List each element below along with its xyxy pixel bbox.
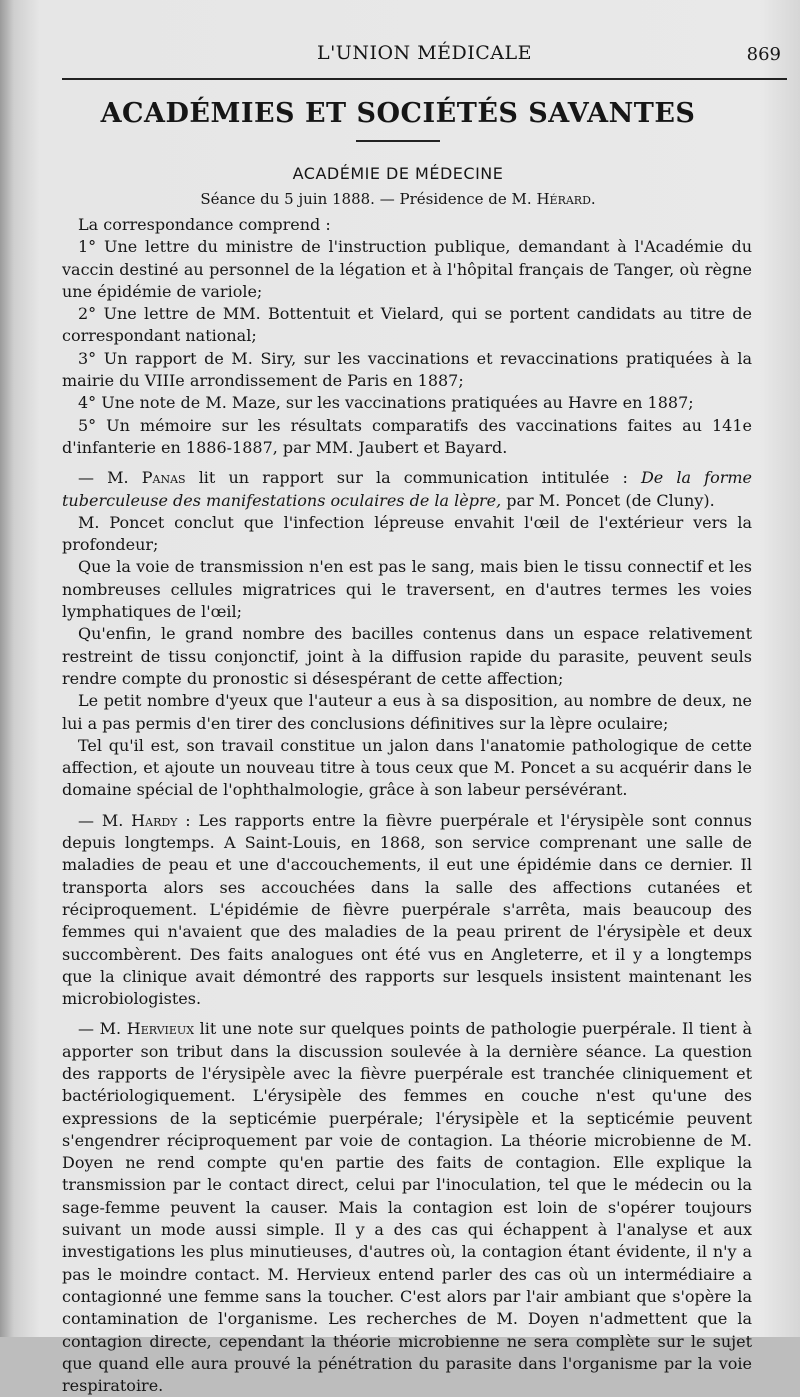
- paragraph-bacilles: Qu'enfin, le grand nombre des bacilles contenus dans un espace relativement restreint de tissu conjonctif, joint à la diffusion rapide du parasite, peuvent seuls rendre compte du pronostic si désespérant de cette affection;: [62, 624, 752, 688]
- page-number: 869: [746, 44, 781, 65]
- paragraph-poncet-conclusion: M. Poncet conclut que l'infection lépreuse envahit l'œil de l'extérieur vers la profondeur;: [62, 512, 752, 555]
- journal-title: L'UNION MÉDICALE: [316, 42, 533, 64]
- hervieux-lead: — M.: [78, 1019, 127, 1039]
- paragraph-transmission: Que la voie de transmission n'en est pas le sang, mais bien le tissu connectif et les nombreuses cellules migratrices qui le traversent, en d'autres termes les voies lymphatiques de l'œil;: [62, 557, 752, 622]
- paragraph-hardy: [62, 810, 752, 1011]
- session-text: Séance du 5 juin 1888. — Présidence de M.: [200, 190, 537, 208]
- hervieux-text: lit une note sur quelques points de pathologie puerpérale. Il tient à apporter son tribut dans la discussion soulevée à la dernière séance. La question des rapports de l'érysipèle avec la fièvre puerpérale est tranchée cliniquement et bactériologiquement. L'érysipèle des femmes en couche n'est qu'une des expressions de la septicémie puerpérale; l'érysipèle et la septicémie peuvent s'engendrer réciproquement par voie de contagion. La théorie microbienne de M. Doyen ne rend compte qu'en partie des faits de contagion. Elle explique la transmission par le contact direct, celui par l'inoculation, tel que le médecin ou la sage-femme peuvent la causer. Mais la contagion est loin de s'opérer toujours suivant un mode aussi simple. Il y a des cas qui échappent à l'analyse et aux investigations les plus minutieuses, d'autres où, la contagion étant évidente, il n'y a pas le moindre contact. M. Hervieux entend parler des cas où un intermédiaire a contagionné une femme sans la toucher. C'est alors par l'air ambiant que s'opère la contamination de l'organisme. Les recherches de M. Doyen n'admettent que la contagion directe, cependant la théorie microbienne ne sera complète sur le sujet que quand elle aura prouvé la pénétration du parasite dans l'organisme par la voie respiratoire.: [62, 1019, 753, 1396]
- paragraph-item-3: 3° Un rapport de M. Siry, sur les vaccinations et revaccinations pratiquées à la mairie du VIIIe arrondissement de Paris en 1887;: [62, 348, 752, 391]
- session-line: [62, 190, 734, 208]
- subsection-title: ACADÉMIE DE MÉDECINE: [292, 164, 504, 183]
- running-head: [62, 38, 787, 80]
- hardy-text: : Les rapports entre la fièvre puerpérale et l'érysipèle sont connus depuis longtemps. A Saint-Louis, en 1868, son service comprenant une salle de maladies de peau et une d'accouchements, il eut une épidémie dans ce dernier. Il transporta alors ses accouchées dans la salle des affections cutanées et réciproquement. L'épidémie de fièvre puerpérale s'arrêta, mais beaucoup des femmes qui n'avaient que des maladies de la peau prirent de l'érysipèle et deux succombèrent. Des faits analogues ont été vus en Angleterre, et il y a longtemps que la clinique avait démontré des rapports sur lesquels insistent maintenant les microbiologistes.: [62, 810, 752, 1009]
- paragraph-item-1: 1° Une lettre du ministre de l'instruction publique, demandant à l'Académie du vaccin destiné au personnel de la légation et à l'hôpital français de Tanger, où règne une épidémie de variole;: [62, 237, 752, 301]
- panas-lead: — M.: [78, 468, 142, 488]
- paragraph-correspondence: La correspondance comprend :: [78, 215, 331, 234]
- panas-tail: par M. Poncet (de Cluny).: [501, 490, 715, 510]
- president-name: Hérard.: [536, 190, 596, 208]
- hardy-name: Hardy: [131, 810, 178, 830]
- paragraph-panas: [62, 467, 752, 512]
- hervieux-name: Hervieux: [126, 1019, 195, 1039]
- panas-communication-title: De la forme tuberculeuse des manifestations oculaires de la lèpre,: [62, 468, 753, 510]
- paragraph-item-4: 4° Une note de M. Maze, sur les vaccinations pratiquées au Havre en 1887;: [78, 393, 694, 413]
- hardy-lead: — M.: [78, 810, 132, 830]
- paragraph-nombre-yeux: Le petit nombre d'yeux que l'auteur a eus à sa disposition, au nombre de deux, ne lui a pas permis d'en tirer des conclusions définitives sur la lèpre oculaire;: [62, 691, 752, 733]
- panas-name: Panas: [141, 468, 186, 488]
- paragraph-travail: Tel qu'il est, son travail constitue un jalon dans l'anatomie pathologique de cette affection, et ajoute un nouveau titre à tous ceux que M. Poncet a su acquérir dans le domaine spécial de l'ophthalmologie, grâce à son labeur persévérant.: [62, 735, 752, 800]
- section-divider: [356, 140, 440, 142]
- article-body: [62, 214, 752, 1397]
- paragraph-item-2: 2° Une lettre de MM. Bottentuit et Vielard, qui se portent candidats au titre de correspondant national;: [62, 304, 752, 346]
- section-title: ACADÉMIES ET SOCIÉTÉS SAVANTES: [100, 98, 696, 129]
- paragraph-hervieux: [62, 1018, 752, 1397]
- panas-mid: lit un rapport sur la communication intitulée :: [185, 468, 641, 488]
- paragraph-item-5: 5° Un mémoire sur les résultats comparatifs des vaccinations faites au 141e d'infanterie en 1886-1887, par MM. Jaubert et Bayard.: [62, 415, 752, 457]
